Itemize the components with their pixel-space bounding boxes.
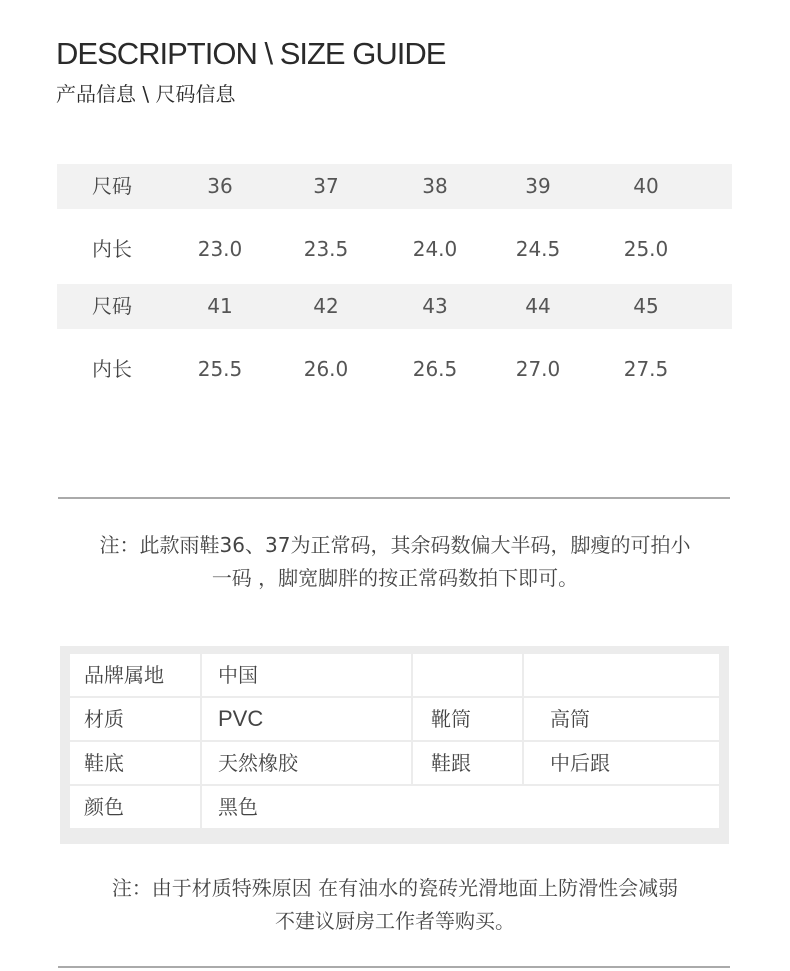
- brand-origin-value: 中国: [202, 654, 411, 696]
- brand-origin-label: 品牌属地: [70, 654, 200, 696]
- size-cell: 44: [525, 294, 551, 318]
- length-cell: 24.5: [515, 237, 561, 261]
- size-row: [57, 284, 732, 329]
- empty-cell: [524, 654, 719, 696]
- length-cell: 27.5: [623, 357, 669, 381]
- divider: [58, 966, 730, 968]
- length-row: [57, 209, 732, 284]
- size-cell: 38: [422, 174, 448, 198]
- divider: [58, 497, 730, 499]
- length-cell: 25.5: [197, 357, 243, 381]
- heel-label: 鞋跟: [413, 742, 522, 784]
- row-label: 内长: [92, 237, 132, 261]
- heading-cn: 产品信息 \ 尺码信息: [56, 82, 236, 106]
- size-cell: 45: [633, 294, 659, 318]
- size-cell: 43: [422, 294, 448, 318]
- length-cell: 25.0: [623, 237, 669, 261]
- shaft-value: 高筒: [524, 698, 719, 740]
- warning-note-line1: 注：由于材质特殊原因 在有油水的瓷砖光滑地面上防滑性会减弱: [111, 876, 679, 900]
- warning-note-line2: 不建议厨房工作者等购买。: [275, 909, 515, 933]
- sole-value: 天然橡胶: [202, 742, 411, 784]
- color-value: 黑色: [202, 786, 719, 828]
- length-cell: 23.0: [197, 237, 243, 261]
- size-cell: 36: [207, 174, 233, 198]
- size-row: [57, 164, 732, 209]
- length-cell: 26.5: [412, 357, 458, 381]
- sole-label: 鞋底: [70, 742, 200, 784]
- size-note-line1: 注：此款雨鞋36、37为正常码，其余码数偏大半码，脚瘦的可拍小: [99, 533, 691, 557]
- size-cell: 40: [633, 174, 659, 198]
- length-cell: 23.5: [303, 237, 349, 261]
- row-label: 尺码: [92, 294, 132, 318]
- attribute-table: [60, 646, 729, 844]
- material-value: PVC: [202, 698, 411, 740]
- length-cell: 26.0: [303, 357, 349, 381]
- color-label: 颜色: [70, 786, 200, 828]
- size-cell: 37: [313, 174, 339, 198]
- row-label: 尺码: [92, 174, 132, 198]
- empty-cell: [413, 654, 522, 696]
- row-label: 内长: [92, 357, 132, 381]
- size-note-line2: 一码 ，脚宽脚胖的按正常码数拍下即可。: [211, 566, 579, 590]
- length-row: [57, 329, 732, 404]
- material-label: 材质: [70, 698, 200, 740]
- shaft-label: 靴筒: [413, 698, 522, 740]
- length-cell: 27.0: [515, 357, 561, 381]
- heading-en: DESCRIPTION \ SIZE GUIDE: [56, 36, 446, 71]
- size-table: [57, 164, 732, 404]
- size-cell: 42: [313, 294, 339, 318]
- length-cell: 24.0: [412, 237, 458, 261]
- size-cell: 41: [207, 294, 233, 318]
- heel-value: 中后跟: [524, 742, 719, 784]
- size-cell: 39: [525, 174, 551, 198]
